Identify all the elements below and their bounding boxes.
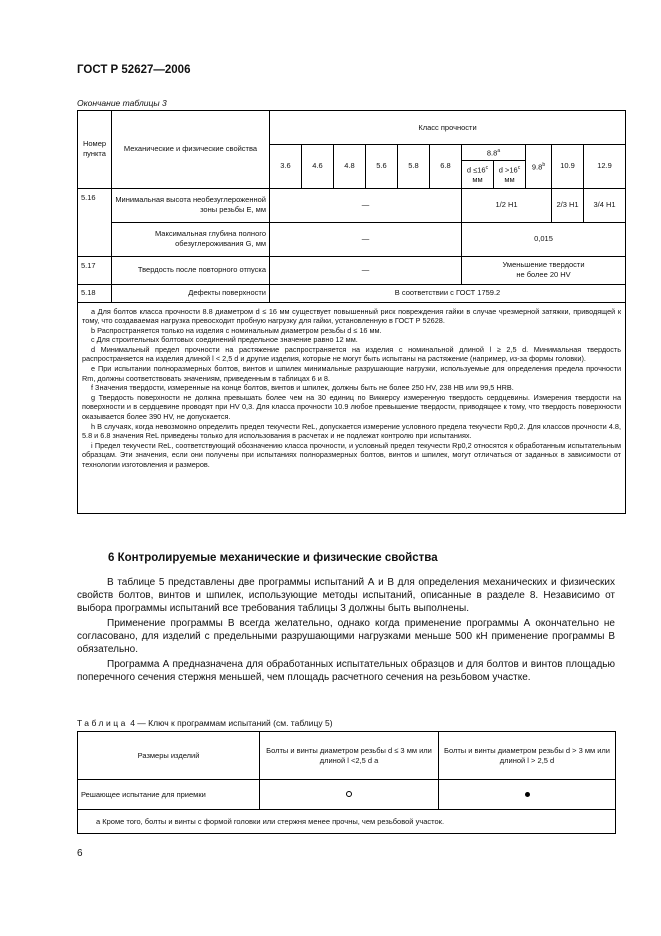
table-4-header-large: Болты и винты диаметром резьбы d > 3 мм или длиной l > 2,5 d	[439, 732, 616, 780]
table-4-header-small: Болты и винты диаметром резьбы d ≤ 3 мм или длиной l <2,5 d а	[260, 732, 439, 780]
table-4-row-acceptance: Решающее испытание для приемки	[78, 780, 260, 810]
footnote-d: d Минимальный предел прочности на растяжение распространяется на изделия с номинальной длиной l ≥ 2,5 d. Минимальная твердость распространяется на изделия длиной l < 2,5 d и другие изделия, которые не могут быть испытаны на растяжение (например, из-за формы головки).	[82, 344, 622, 364]
row-5-17-num: 5.17	[78, 256, 112, 284]
row-5-16b-text: Максимальная глубина полного обезуглероживания G, мм	[112, 222, 270, 256]
footnote-b: b Распространяется только на изделия с номинальным диаметром резьбы d ≤ 16 мм.	[91, 325, 382, 335]
class-5-8: 5.8	[398, 145, 430, 189]
table-4-header-size: Размеры изделий	[78, 732, 260, 780]
footnote-e: е При испытании полноразмерных болтов, винтов и шпилек минимальные разрушающие нагрузки, используемые для определения предела прочности Rm, должны соответствовать значениям, приведенным в таблицах 6 и 8.	[82, 364, 622, 383]
open-circle-icon	[260, 780, 439, 810]
row-5-16a-text: Минимальная высота необезуглероженной зоны резьбы E, мм	[112, 188, 270, 222]
row-5-16b-dash: —	[270, 222, 462, 256]
page-header: ГОСТ Р 52627—2006	[77, 64, 191, 76]
table-4-footnote: а Кроме того, болты и винты с формой головки или стержня менее прочны, чем резьбовой участок.	[78, 810, 616, 834]
table-4-caption: Таблица 4 — Ключ к программам испытаний (см. таблицу 5)	[77, 718, 333, 728]
footnote-h: h В случаях, когда невозможно определить предел текучести ReL, допускается измерение условного предела текучести Rp0,2. Для классов прочности 4.8, 5.8 и 6.8 значения ReL приведены только для использования в расчетах и не подлежат контролю при испытаниях.	[82, 421, 622, 441]
footnote-i: i Предел текучести ReL, соответствующий обозначению класса прочности, и условный предел текучести Rp0,2 относятся к обработанным испытательным образцам. Эти значения, если они получены при испытаниях полноразмерных болтов, винтов и шпилек, могут отличаться от заданных в зависимости от технологии изготовления и размеров.	[82, 440, 622, 469]
class-8-8-small: $d \le 16^с$ мм	[462, 160, 494, 188]
row-5-16a-v2: 2/3 H1	[552, 188, 584, 222]
class-9-8: 9.8$^b$	[526, 145, 552, 189]
paragraph-2: Применение программы В всегда желательно, однако когда применение программы А окончательно не согласовано, для изделий с предельными разрушающими нагрузками меньше 500 кН применение программы В обязательно.	[77, 618, 615, 655]
page-number: 6	[77, 848, 83, 859]
class-10-9: 10.9	[552, 145, 584, 189]
footnote-f: f Значения твердости, измеренные на конце болтов, винтов и шпилек, должны быть не более 250 HV, 238 HB или 99,5 HRB.	[91, 383, 514, 393]
class-4-6: 4.6	[302, 145, 334, 189]
section-title: 6 Контролируемые механические и физические свойства	[108, 552, 438, 564]
row-5-16a-v1: 1/2 H1	[462, 188, 552, 222]
row-5-18-num: 5.18	[78, 284, 112, 302]
row-5-17-val: Уменьшение твердости не более 20 HV	[462, 256, 626, 284]
row-5-16b-val: 0,015	[462, 222, 626, 256]
table-3-footnotes	[78, 302, 626, 513]
class-12-9: 12.9	[584, 145, 626, 189]
table-4	[77, 731, 616, 834]
class-header: Класс прочности	[270, 111, 626, 145]
row-5-17-text: Твердость после повторного отпуска	[112, 256, 270, 284]
table-continuation-caption: Окончание таблицы 3	[77, 98, 167, 108]
class-3-6: 3.6	[270, 145, 302, 189]
paragraph-3: Программа А предназначена для обработанных испытательных образцов и для болтов и винтов площадью поперечного сечения стержня меньшей, чем площадь расчетного сечения на резьбовом участке.	[77, 659, 615, 683]
row-5-16-num: 5.16	[78, 188, 112, 256]
class-5-6: 5.6	[366, 145, 398, 189]
filled-circle-icon	[439, 780, 616, 810]
paragraph-1: В таблице 5 представлены две программы испытаний А и В для определения механических и физических свойств болтов, винтов и шпилек, использующие методы испытаний, описанные в разделе 8. Независимо от выбора программы испытаний все требования таблицы 3 должны быть выполнены.	[77, 577, 615, 614]
class-8-8-large: $d >16^с$ мм	[494, 160, 526, 188]
footnote-a: а Для болтов класса прочности 8.8 диаметром d ≤ 16 мм существует повышенный риск повреждения гайки в случае чрезмерной затяжки, приводящей к тому, что создаваемая нагрузка превосходит пробную нагрузку для гайки, установленную в ГОСТ Р 52628.	[82, 306, 622, 326]
row-5-18-text: Дефекты поверхности	[112, 284, 270, 302]
footnote-g: g Твердость поверхности не должна превышать более чем на 30 единиц по Виккерсу измеренную твердость сердцевины. Измерения твердости на поверхности и в сердцевине проводят при HV 0,3. Для класса прочности 10.9 любое превышение твердости, приводящее к тому, что твердость поверхности оказывается более 390 HV, не допускается.	[82, 392, 622, 422]
class-6-8: 6.8	[430, 145, 462, 189]
row-5-18-val: В соответствии с ГОСТ 1759.2	[270, 284, 626, 302]
col-num-header: Номер пункта	[78, 111, 112, 189]
class-8-8: $8.8^а$	[462, 145, 526, 161]
class-4-8: 4.8	[334, 145, 366, 189]
row-5-16a-v3: 3/4 H1	[584, 188, 626, 222]
row-5-16a-dash: —	[270, 188, 462, 222]
footnote-c: с Для строительных болтовых соединений предельное значение равно 12 мм.	[91, 335, 358, 345]
row-5-17-dash: —	[270, 256, 462, 284]
col-prop-header: Механические и физические свойства	[112, 111, 270, 189]
table-3	[77, 110, 626, 514]
